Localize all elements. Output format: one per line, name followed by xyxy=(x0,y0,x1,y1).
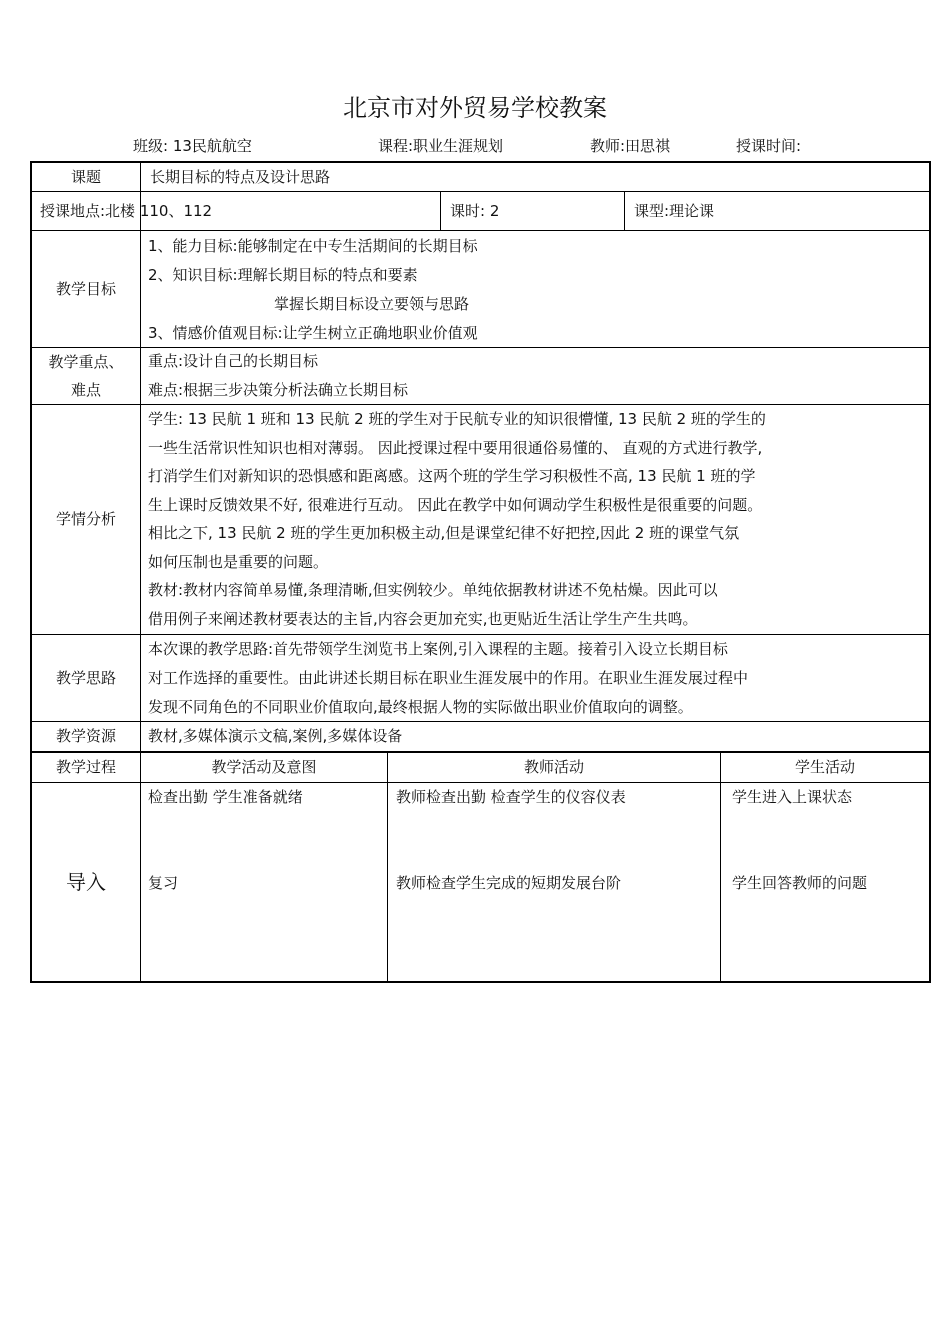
key-points-label xyxy=(32,348,140,404)
key-points xyxy=(148,347,408,405)
col-rule xyxy=(624,191,625,230)
col-rule xyxy=(720,752,721,981)
process-header: 教学过程 xyxy=(55,758,116,776)
class-field: 班级: 13民航航空 xyxy=(133,137,252,155)
header-meta xyxy=(0,135,950,157)
approach-line: 对工作选择的重要性。由此讲述长期目标在职业生涯发展中的作用。在职业生涯发展过程中 xyxy=(148,669,749,687)
resources-label: 教学资源 xyxy=(55,727,116,745)
student-cell: 学生回答教师的问题 xyxy=(732,874,868,892)
topic-value: 长期目标的特点及设计思路 xyxy=(150,168,331,186)
activity-header: 教学活动及意图 xyxy=(211,758,317,776)
analysis-text xyxy=(148,405,766,633)
analysis-line: 打消学生们对新知识的恐惧感和距离感。这两个班的学生学习积极性不高, 13 民航 1 班的学 xyxy=(148,467,756,485)
location-field: 授课地点:北楼 110、112 xyxy=(40,202,213,220)
goals-label: 教学目标 xyxy=(55,280,116,298)
teacher-cell: 教师检查出勤 检查学生的仪容仪表 xyxy=(396,788,626,806)
approach-line: 本次课的教学思路:首先带领学生浏览书上案例,引入课程的主题。接着引入设立长期目标 xyxy=(148,640,728,658)
resources-value: 教材,多媒体演示文稿,案例,多媒体设备 xyxy=(148,727,403,745)
goal-line: 2、知识目标:理解长期目标的特点和要素 xyxy=(148,266,418,284)
goal-line: 1、能力目标:能够制定在中专生活期间的长期目标 xyxy=(148,237,478,255)
course-field: 课程:职业生涯规划 xyxy=(378,137,504,155)
rule xyxy=(32,230,929,231)
page-title: 北京市对外贸易学校教案 xyxy=(343,94,607,122)
activity-cell: 复习 xyxy=(148,874,179,892)
teacher-activity-header: 教师活动 xyxy=(523,758,584,776)
analysis-label: 学情分析 xyxy=(55,510,116,528)
analysis-line: 生上课时反馈效果不好, 很难进行互动。 因此在教学中如何调动学生积极性是很重要的问题。 xyxy=(148,495,763,514)
hours-field: 课时: 2 xyxy=(450,202,500,220)
col-rule xyxy=(140,163,141,981)
phase-label: 导入 xyxy=(66,870,106,894)
key-label-line: 难点 xyxy=(70,381,101,399)
difficulty-line: 难点:根据三步决策分析法确立长期目标 xyxy=(148,381,409,399)
analysis-line: 学生: 13 民航 1 班和 13 民航 2 班的学生对于民航专业的知识很懵懂, 13 民航 2 班的学生的 xyxy=(148,410,766,428)
approach-text xyxy=(148,635,748,722)
approach-line: 发现不同角色的不同职业价值取向,最终根据人物的实际做出职业价值取向的调整。 xyxy=(148,698,693,716)
analysis-line: 相比之下, 13 民航 2 班的学生更加积极主动,但是课堂纪律不好把控,因此 2 班的课堂气氛 xyxy=(148,524,740,542)
goals-list xyxy=(148,232,478,348)
analysis-line: 教材:教材内容简单易懂,条理清晰,但实例较少。单纯依据教材讲述不免枯燥。因此可以 xyxy=(148,581,718,599)
activity-cell: 检查出勤 学生准备就绪 xyxy=(148,788,303,806)
type-field: 课型:理论课 xyxy=(634,202,715,220)
goal-line: 3、情感价值观目标:让学生树立正确地职业价值观 xyxy=(148,324,478,342)
teacher-cell: 教师检查学生完成的短期发展台阶 xyxy=(396,874,622,892)
key-label-line: 教学重点、 xyxy=(48,353,124,371)
goal-line: 掌握长期目标设立要领与思路 xyxy=(274,295,470,313)
analysis-line: 借用例子来阐述教材要表达的主旨,内容会更加充实,也更贴近生活让学生产生共鸣。 xyxy=(148,609,698,628)
time-field: 授课时间: xyxy=(736,137,802,155)
student-activity-header: 学生活动 xyxy=(794,758,855,776)
student-cell: 学生进入上课状态 xyxy=(732,788,853,806)
col-rule xyxy=(387,752,388,981)
topic-label: 课题 xyxy=(70,168,101,186)
teacher-field: 教师:田思祺 xyxy=(590,137,671,155)
approach-label: 教学思路 xyxy=(55,669,116,687)
lesson-plan-table xyxy=(30,161,931,983)
col-rule xyxy=(440,191,441,230)
analysis-line: 如何压制也是重要的问题。 xyxy=(148,552,329,571)
key-point-line: 重点:设计自己的长期目标 xyxy=(148,352,319,370)
analysis-line: 一些生活常识性知识也相对薄弱。 因此授课过程中要用很通俗易懂的、 直观的方式进行教学, xyxy=(148,438,763,457)
